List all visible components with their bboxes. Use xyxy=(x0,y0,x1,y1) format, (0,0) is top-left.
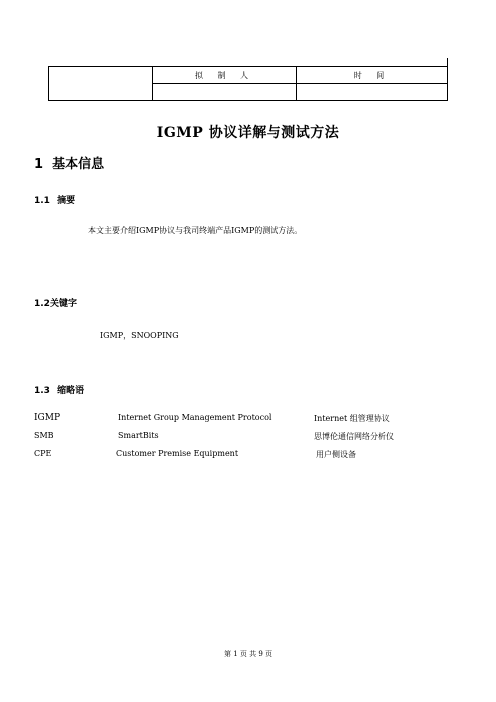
abbr-term: IGMP xyxy=(34,413,61,423)
time-header: 时 间 xyxy=(297,67,448,84)
section-1-2-heading xyxy=(34,296,77,309)
drafter-header: 拟 制 人 xyxy=(153,67,297,84)
section-1-2-number: 1.2 xyxy=(34,299,50,309)
abbr-full: Customer Premise Equipment xyxy=(116,449,239,458)
section-1-1-number: 1.1 xyxy=(34,196,50,206)
time-value-cell xyxy=(297,84,448,101)
blank-cell xyxy=(49,67,153,101)
abstract-text: 本文主要介绍IGMP协议与我司终端产品IGMP的测试方法。 xyxy=(88,226,303,235)
section-1-3-number: 1.3 xyxy=(34,386,50,396)
section-1-1-heading xyxy=(34,193,75,206)
drafter-value-cell xyxy=(153,84,297,101)
abbr-term: CPE xyxy=(34,449,52,458)
section-1-number: 1 xyxy=(34,157,44,172)
abbr-chinese: 用户侧设备 xyxy=(316,450,356,459)
abbr-full: Internet Group Management Protocol xyxy=(118,413,272,422)
section-1-title: 基本信息 xyxy=(52,157,105,172)
section-1-3-title: 缩略语 xyxy=(57,386,85,396)
section-1-1-title: 摘要 xyxy=(57,196,76,206)
abbr-chinese: 思博伦通信网络分析仪 xyxy=(314,432,394,441)
section-1-heading xyxy=(34,153,104,172)
abbr-term: SMB xyxy=(34,431,54,440)
table-corner-mark xyxy=(447,58,448,66)
approval-table xyxy=(48,66,448,101)
section-1-2-title: 关键字 xyxy=(49,299,77,309)
section-1-3-heading xyxy=(34,383,84,396)
keywords-text: IGMP，SNOOPING xyxy=(100,331,179,340)
page-footer: 第 1 页 共 9 页 xyxy=(223,650,273,658)
document-title: IGMP 协议详解与测试方法 xyxy=(156,125,340,141)
abbr-full: SmartBits xyxy=(118,431,159,440)
abbr-chinese: Internet 组管理协议 xyxy=(314,414,390,423)
